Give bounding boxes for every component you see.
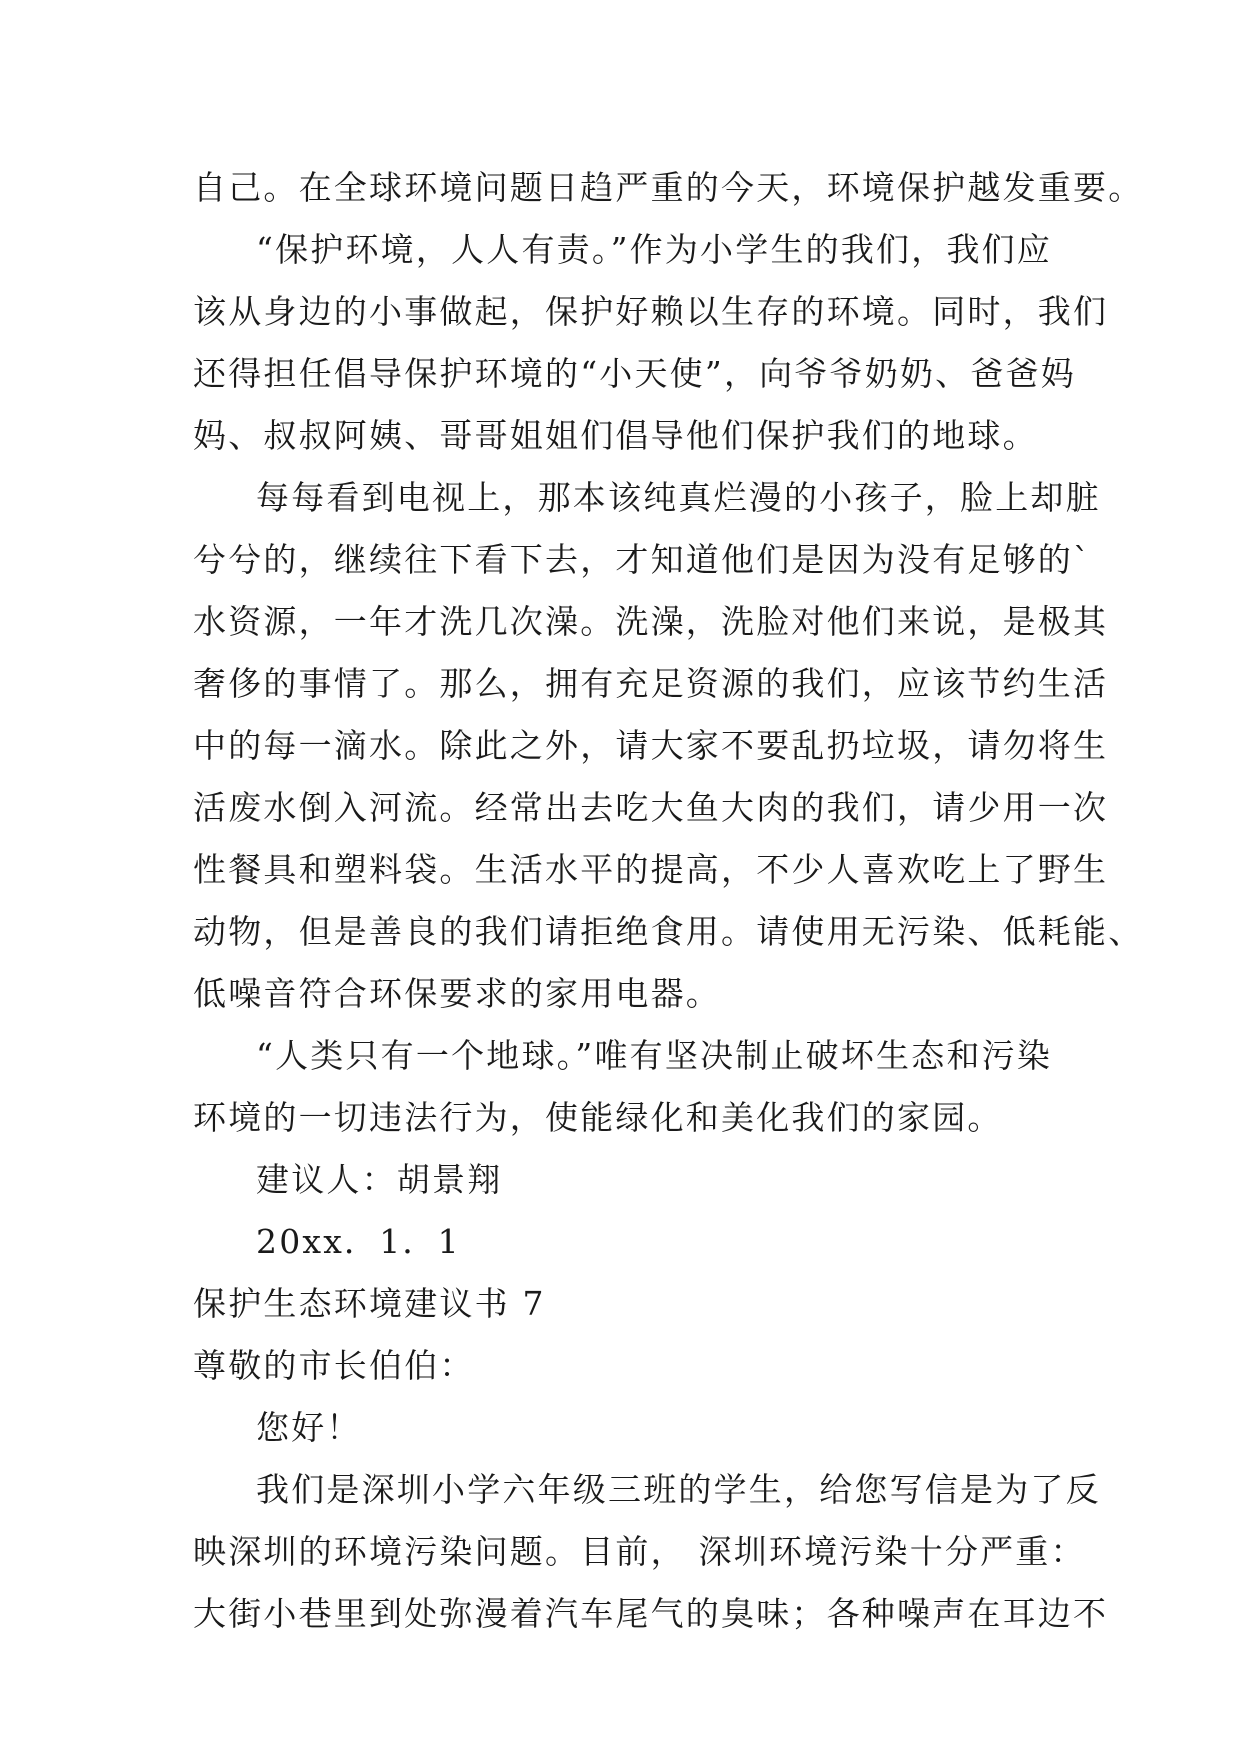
text-line: 低噪音符合环保要求的家用电器。 bbox=[193, 974, 721, 1013]
text-line: 大街小巷里到处弥漫着汽车尾气的臭味；各种噪声在耳边不 bbox=[193, 1594, 1109, 1633]
text-line: 动物，但是善良的我们请拒绝食用。请使用无污染、低耗能、 bbox=[193, 912, 1144, 951]
text-line: 中的每一滴水。除此之外，请大家不要乱扔垃圾，请勿将生 bbox=[193, 726, 1109, 765]
text-line: 兮兮的，继续往下看下去，才知道他们是因为没有足够的` bbox=[193, 540, 1092, 579]
text-line: 性餐具和塑料袋。生活水平的提高，不少人喜欢吃上了野生 bbox=[193, 850, 1109, 889]
text-line: 该从身边的小事做起，保护好赖以生存的环境。同时，我们 bbox=[193, 292, 1109, 331]
text-line: 妈、叔叔阿姨、哥哥姐姐们倡导他们保护我们的地球。 bbox=[193, 416, 1038, 455]
text-line: 还得担任倡导保护环境的“小天使”，向爷爷奶奶、爸爸妈 bbox=[193, 354, 1076, 393]
text-line: “人类只有一个地球。”唯有坚决制止破坏生态和污染 bbox=[256, 1036, 1053, 1075]
salutation: 尊敬的市长伯伯： bbox=[193, 1346, 475, 1385]
text-line: 水资源，一年才洗几次澡。洗澡，洗脸对他们来说，是极其 bbox=[193, 602, 1109, 641]
text-line: 自己。在全球环境问题日趋严重的今天，环境保护越发重要。 bbox=[193, 168, 1144, 207]
signature-line: 建议人：胡景翔 bbox=[256, 1160, 503, 1199]
date-line: 20xx．1．1 bbox=[256, 1222, 461, 1261]
text-line: 我们是深圳小学六年级三班的学生，给您写信是为了反 bbox=[256, 1470, 1101, 1509]
text-line: 每每看到电视上，那本该纯真烂漫的小孩子，脸上却脏 bbox=[256, 478, 1101, 517]
text-line: “保护环境，人人有责。”作为小学生的我们，我们应 bbox=[256, 230, 1053, 269]
greeting: 您好！ bbox=[256, 1408, 362, 1447]
text-line: 环境的一切违法行为，使能绿化和美化我们的家园。 bbox=[193, 1098, 1003, 1137]
text-line: 映深圳的环境污染问题。目前， 深圳环境污染十分严重： bbox=[193, 1532, 1086, 1571]
section-title: 保护生态环境建议书 7 bbox=[193, 1284, 546, 1323]
text-line: 奢侈的事情了。那么，拥有充足资源的我们，应该节约生活 bbox=[193, 664, 1109, 703]
text-line: 活废水倒入河流。经常出去吃大鱼大肉的我们，请少用一次 bbox=[193, 788, 1109, 827]
